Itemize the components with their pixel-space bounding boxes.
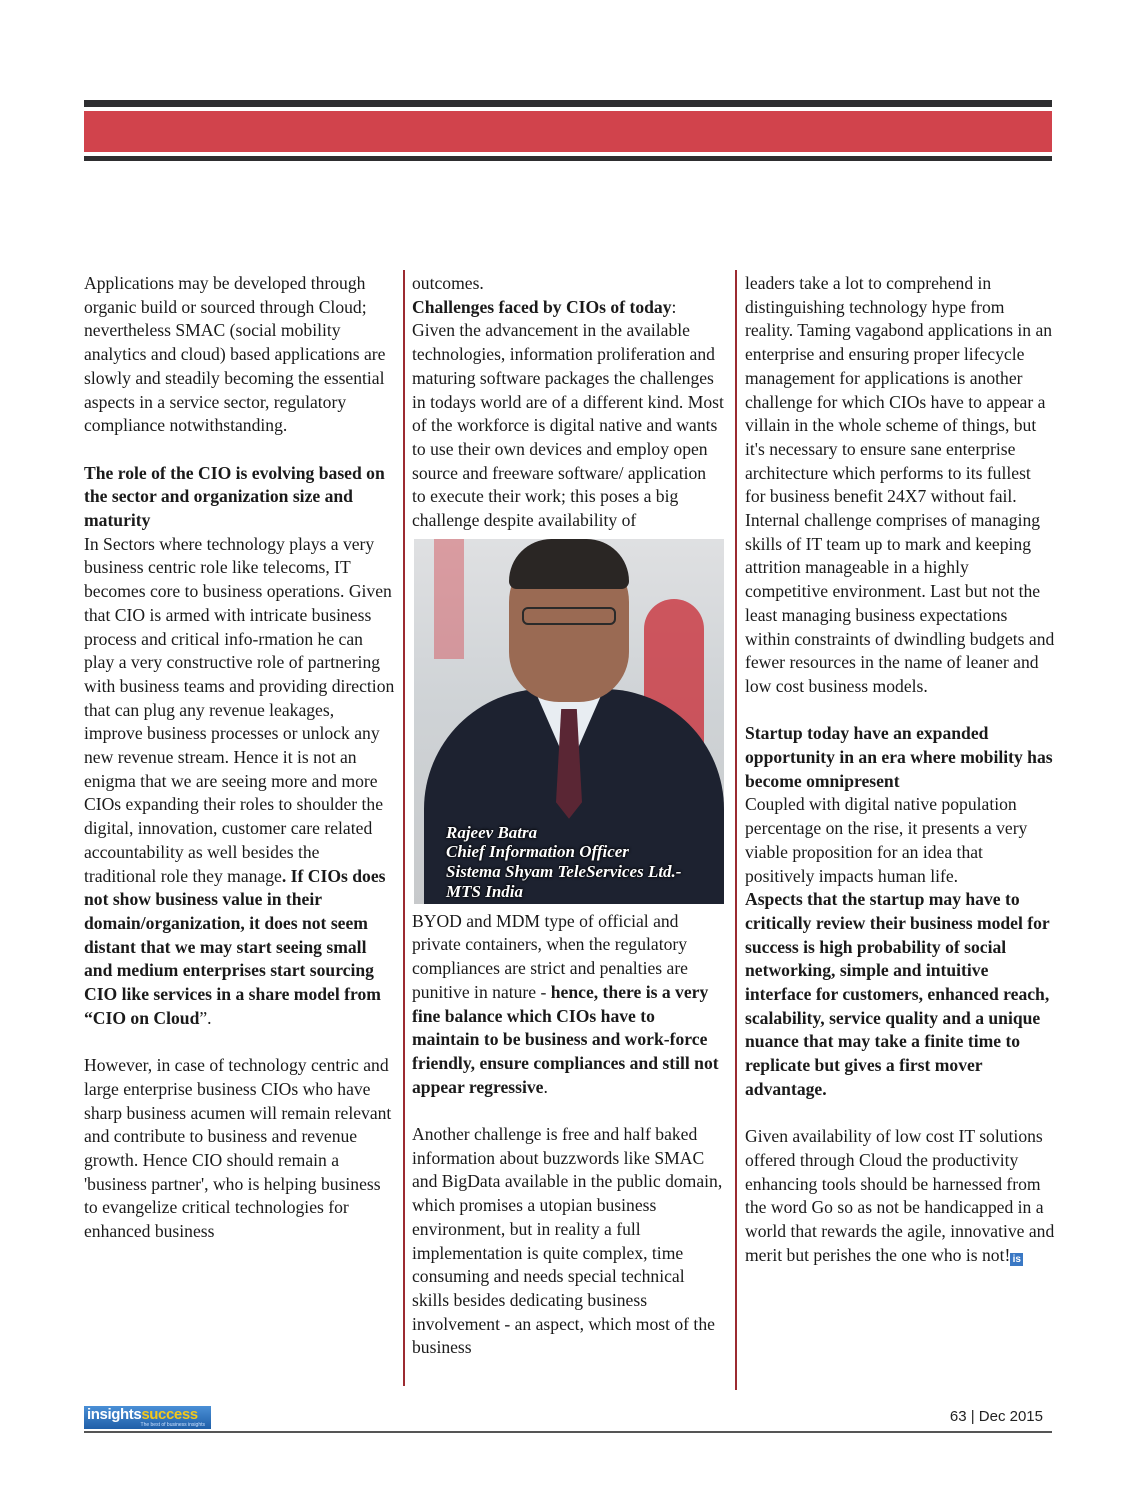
column-divider-1	[403, 270, 405, 1386]
insights-success-logo: insightssuccess The best of business insights	[84, 1406, 211, 1429]
article-column-2	[412, 272, 724, 1360]
paragraph: Another challenge is free and half baked information about buzzwords like SMAC and BigData available in the public domain, which promises a utopian business environment, but in reality a full implementation is quite complex, time consuming and needs special technical skills besides dedicating business involvement - an aspect, which most of the business	[412, 1124, 723, 1358]
end-mark-icon: is	[1010, 1253, 1023, 1266]
section-heading: Startup today have an expanded opportunity in an era where mobility has become omnipresent	[745, 723, 1053, 791]
column-divider-2	[735, 270, 737, 1390]
caption-company: Sistema Shyam TeleServices Ltd.-	[446, 862, 682, 882]
caption-company-2: MTS India	[446, 881, 523, 901]
paragraph: outcomes.	[412, 273, 484, 293]
header-rule-top	[84, 100, 1052, 107]
section-heading: The role of the CIO is evolving based on the sector and organization size and maturity	[84, 462, 385, 531]
paragraph: Applications may be developed through organic build or sourced through Cloud; nevertheless SMAC (social mobility analytics and cloud) based applications are slowly and steadily becoming the essential aspects in a service sector, regulatory compliance notwithstanding.	[84, 273, 386, 436]
header-color-band	[84, 111, 1052, 152]
paragraph: Coupled with digital native population percentage on the rise, it presents a very viable proposition for an idea that positively impacts human life.	[745, 794, 1028, 886]
caption-role: Chief Information Officer	[446, 842, 629, 862]
article-column-3	[745, 272, 1055, 1268]
section-heading: Challenges faced by CIOs of today:	[412, 296, 677, 317]
portrait-photo	[414, 539, 724, 904]
article-column-1	[84, 272, 396, 1244]
footer-rule	[84, 1431, 1052, 1433]
header-rule-bottom	[84, 156, 1052, 161]
paragraph: However, in case of technology centric and large enterprise business CIOs who have sharp business acumen will remain relevant and contribute to business and revenue growth. Hence CIO should remain a 'business partner', who is helping business to evangelize critical technologies for enhanced business	[84, 1055, 392, 1242]
paragraph-bold: Aspects that the startup may have to critically review their business model for success is high probability of social networking, simple and intuitive interface for customers, enhanced reach, scalability, service quality and a unique nuance that may take a finite time to replicate but gives a first mover advantage.	[745, 889, 1050, 1099]
paragraph: Given availability of low cost IT solutions offered through Cloud the productivity enhancing tools should be harnessed from the word Go so as not be handicapped in a world that rewards the agile, innovative and merit but perishes the one who is not! is	[745, 1126, 1055, 1265]
paragraph: BYOD and MDM type of official and private containers, when the regulatory compliances are strict and penalties are punitive in nature - hence, there is a very fine balance which CIOs have to maintain to be business and work-force friendly, ensure compliances and still not appear regressive.	[412, 910, 719, 1097]
page-number: 63 | Dec 2015	[949, 1408, 1043, 1425]
paragraph: In Sectors where technology plays a very business centric role like telecoms, IT becomes core to business operations. Given that CIO is armed with intricate business process and critical info-rmation he can play a very constructive role of partnering with business teams and providing direction that can plug any revenue leakages, improve business processes or unlock any new revenue stream. Hence it is not an enigma that we are seeing more and more CIOs expanding their roles to shoulder the digital, innovation, customer care related accountability as well besides the traditional role they manage. If CIOs does not show business value in their domain/organization, it does not seem distant that we may start seeing small and medium enterprises start sourcing CIO like services in a share model from “CIO on Cloud”.	[84, 533, 395, 1028]
paragraph: leaders take a lot to comprehend in distinguishing technology hype from reality. Taming vagabond applications in an enterprise and ensuring proper lifecycle management for applications is another challenge for which CIOs have to appear a villain in the whole scheme of things, but it's necessary to ensure sane enterprise architecture which performs to its fullest for business benefit 24X7 without fail. Internal challenge comprises of managing skills of IT team up to mark and keeping attrition manageable in a highly competitive environment. Last but not the least managing business expectations within constraints of dwindling budgets and fewer resources in the name of leaner and low cost business models.	[745, 273, 1055, 696]
caption-name: Rajeev Batra	[446, 822, 538, 842]
photo-caption	[446, 823, 724, 902]
paragraph: Given the advancement in the available technologies, information proliferation and maturing software packages the challenges in todays world are of a different kind. Most of the workforce is digital native and wants to use their own devices and employ open source and freeware software/ application to execute their work; this poses a big challenge despite availability of	[412, 320, 724, 531]
